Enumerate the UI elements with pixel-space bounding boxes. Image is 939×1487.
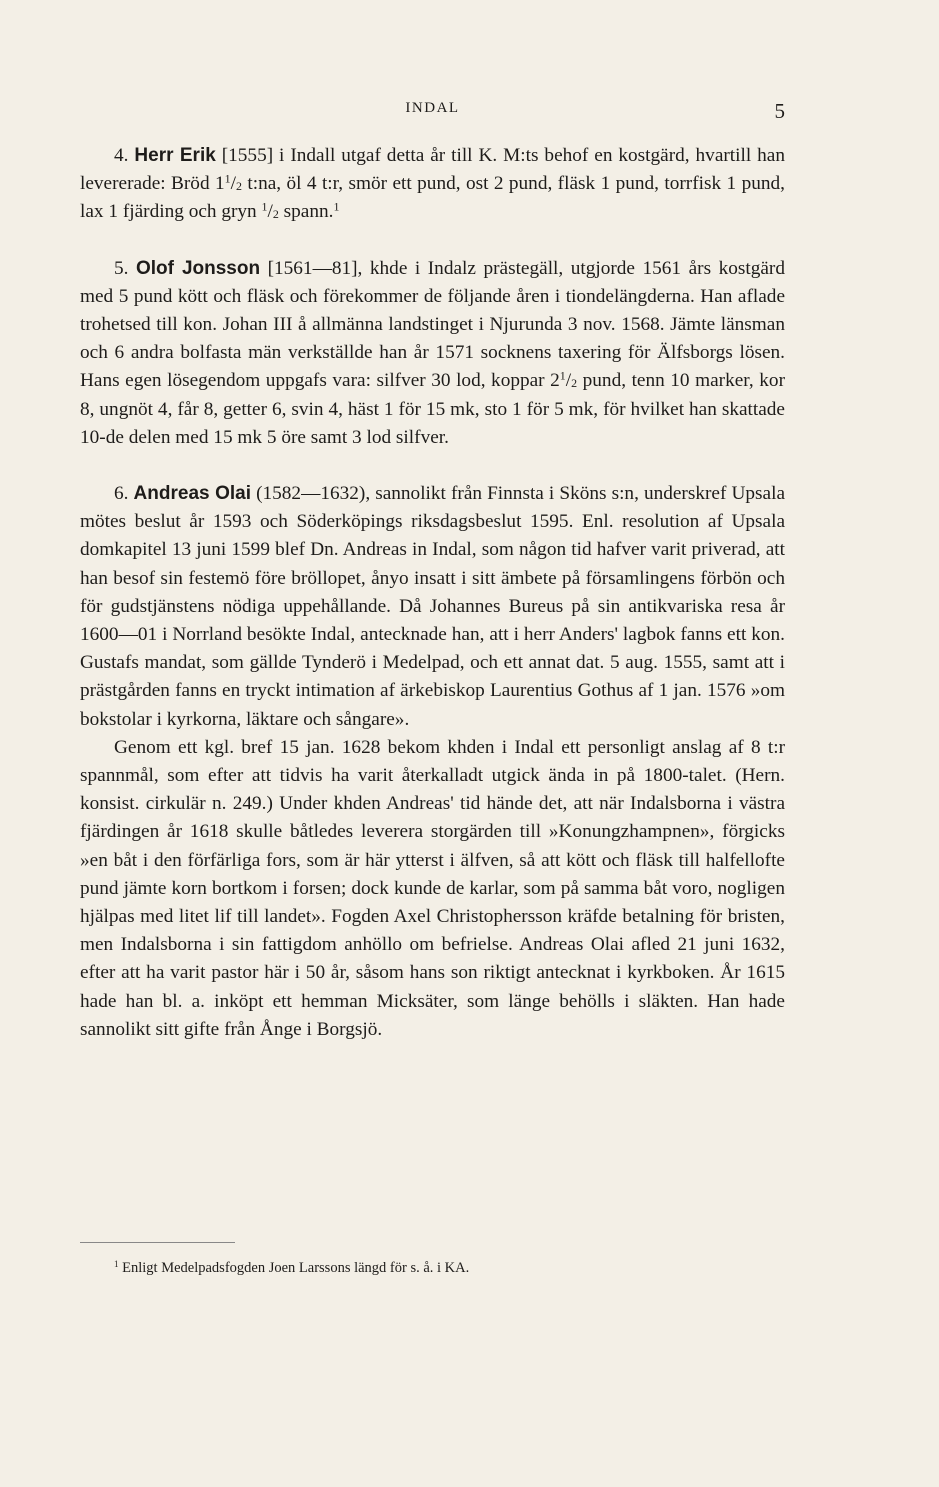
fraction-denominator: 2 xyxy=(272,207,279,222)
entry-number: 5. xyxy=(114,257,129,279)
fraction-denominator: 2 xyxy=(571,376,578,391)
running-title: INDAL xyxy=(405,100,460,116)
footnote xyxy=(114,1258,784,1278)
main-text xyxy=(80,142,785,1044)
entry-name: Andreas Olai xyxy=(133,483,252,505)
fraction-numerator: 1 xyxy=(224,171,231,186)
entry-6-continuation: Genom ett kgl. bref 15 jan. 1628 bekom khden i Indal ett personligt anslag af 8 t:r spannmål, som efter att tidvis ha varit återkalladt utgick ända in på 1800-talet. (Hern. konsist. cirkulär n. 249.) Under khden Andreas' tid hände det, att när Indalsborna i västra fjärdingen år 1618 skulle båtledes leverera storgärden till »Konungzhampnen», förgicks »en båt i den förfärliga fors, som är här ytterst i älfven, så att kött och fläsk till halfellofte pund jämte korn bortkom i forsen; dock kunde de karlar, som på samma båt voro, nogligen hjälpas med litet lif till landet». Fogden Axel Christophersson kräfde betalning för bristen, men Indalsborna i sin fattigdom anhöllo om befrielse. Andreas Olai afled 21 juni 1632, efter att ha varit pastor här i 50 år, såsom hans son riktigt antecknat i kyrkboken. År 1615 hade han bl. a. inköpt ett hemman Micksäter, som länge behölls i släkten. Han hade sannolikt sitt gifte från Ånge i Borgsjö. xyxy=(80,736,785,1040)
fraction-numerator: 1 xyxy=(559,368,566,383)
entry-text: (1582—1632), sannolikt från Finnsta i Sköns s:n, underskref Upsala mötes beslut år 1593 och Söderköpings riksdagsbeslut 1595. Enl. resolution af Upsala domkapitel 13 juni 1599 blef Dn. Andreas in Indal, som någon tid hafver varit priverad, att han besof sin festemö före bröllopet, ånyo insatt i sitt ämbete på församlingens förbön och för gudstjänstens nödiga uppehållande. Då Johannes Bureus på sin antikvariska resa år 1600—01 i Norrland besökte Indal, antecknade han, att i herr Anders' lagbok fanns ett kon. Gustafs mandat, som gällde Tynderö i Medelpad, och ett annat dat. 5 aug. 1555, samt att i prästgården fanns en tryckt intimation af ärkebiskop Laurentius Gothus af 1 jan. 1576 »om bokstolar i kyrkorna, läktare och sångare». xyxy=(80,483,786,730)
fraction-denominator: 2 xyxy=(235,179,242,194)
entry-4: 4. Herr Erik [1555] i Indall utgaf detta år till K. M:ts behof en kostgärd, hvartill han levererade: Bröd $1^1/_2$ t:na, öl 4 t:r, smör ett pund, ost 2 pund, fläsk 1 pund, torrfisk 1 pund, lax 1 fjärding och gryn $^1/_2$ spann.$^1$ xyxy=(80,145,785,223)
running-head xyxy=(80,100,785,126)
entry-name: Herr Erik xyxy=(134,145,216,166)
entry-5: 5. Olof Jonsson [1561—81], khde i Indalz prästegäll, utgjorde 1561 års kostgärd med 5 pund kött och fläsk och förekommer de följande åren i tiondelängderna. Han aflade trohetsed till kon. Johan III å allmänna landstinget i Njurunda 3 nov. 1568. Jämte länsman och 6 andra bolfasta män verkställde han år 1571 socknens taxering för Älfsborgs lösen. Hans egen lösegendom uppgafs vara: silfver 30 lod, koppar $2^1/_2$ pund, tenn 10 marker, kor 8, ungnöt 4, får 8, getter 6, svin 4, häst 1 för 15 mk, sto 1 för 5 mk, för hvilket han skattade 10-de delen med 15 mk 5 öre samt 3 lod silfver. xyxy=(80,257,785,448)
entry-6 xyxy=(80,480,785,734)
footnote-reference: 1 xyxy=(333,199,340,214)
entry-text: pund, tenn 10 marker, kor 8, ungnöt 4, får 8, getter 6, svin 4, häst 1 för 15 mk, sto 1 för 5 mk, för hvilket han skattade 10-de delen med 15 mk 5 öre samt 3 lod silfver. xyxy=(80,370,785,448)
page-number: 5 xyxy=(774,99,785,123)
entry-text: [1555] i Indall utgaf detta år till K. M:ts behof en kostgärd, hvartill han levererade: Bröd 1 xyxy=(80,145,785,195)
entry-name: Olof Jonsson xyxy=(135,257,261,279)
fraction-numerator: 1 xyxy=(261,199,268,214)
footnote-divider xyxy=(80,1242,235,1243)
entry-number: 4. xyxy=(114,145,129,166)
entry-text: [1561—81], khde i Indalz prästegäll, utgjorde 1561 års kostgärd med 5 pund kött och fläsk och förekommer de följande åren i tiondelängderna. Han aflade trohetsed till kon. Johan III å allmänna landstinget i Njurunda 3 nov. 1568. Jämte länsman och 6 andra bolfasta män verkställde han år 1571 socknens taxering för Älfsborgs lösen. Hans egen lösegendom uppgafs vara: silfver 30 lod, koppar 2 xyxy=(80,257,785,392)
entry-text: spann. xyxy=(278,201,334,223)
entry-number: 6. xyxy=(114,483,129,505)
entry-text: t:na, öl 4 t:r, smör ett pund, ost 2 pund, fläsk 1 pund, torrfisk 1 pund, lax 1 fjärding och gryn xyxy=(80,173,785,223)
footnote-text: Enligt Medelpadsfogden Joen Larssons längd för s. å. i KA. xyxy=(122,1260,470,1276)
footnote-mark: 1 xyxy=(114,1259,119,1270)
